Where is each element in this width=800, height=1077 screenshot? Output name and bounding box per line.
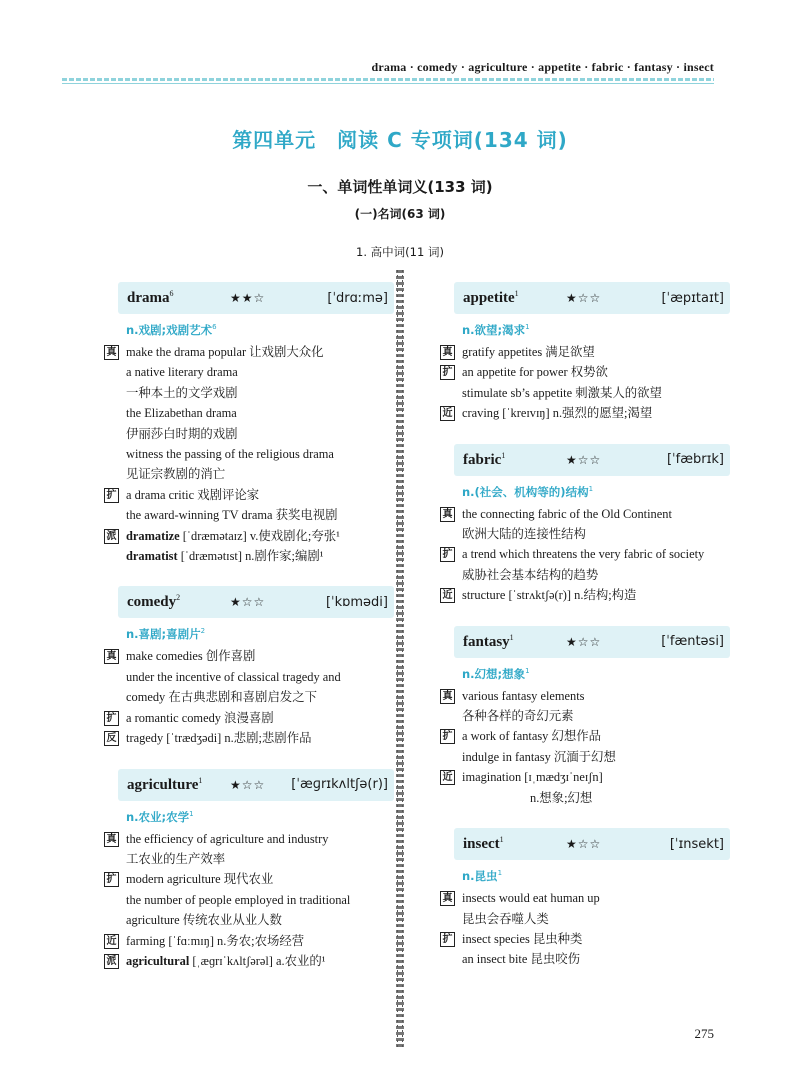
tag-label: 扩 <box>440 729 455 744</box>
example-text: agriculture 传统农业从业人数 <box>126 913 282 928</box>
sense: n.昆虫$^1$ <box>462 869 503 884</box>
word-box-appetite <box>454 282 730 314</box>
example-line <box>440 888 730 908</box>
example-line <box>440 504 730 524</box>
example-line <box>440 726 730 746</box>
sense: n.欲望;渴求$^1$ <box>462 323 530 337</box>
example-text: 伊丽莎白时期的戏剧 <box>126 426 238 441</box>
entry-drama <box>104 282 394 566</box>
example-text: 一种本土的文学戏剧 <box>126 385 238 400</box>
example-line <box>104 505 394 525</box>
tag-label: 真 <box>440 689 455 704</box>
derived-word: dramatize <box>126 528 180 543</box>
example-text: indulge in fantasy 沉湎于幻想 <box>462 749 616 764</box>
headword-frequency: 1 <box>198 775 203 785</box>
example-text: the number of people employed in traditional <box>126 892 351 907</box>
sense: n.农业;农学$^1$ <box>126 809 194 824</box>
star-rating: ★☆☆ <box>566 634 602 649</box>
tag-label: 真 <box>440 345 455 360</box>
example-text: 见证宗教剧的消亡 <box>126 467 226 482</box>
example-text: farming [ˈfɑːmɪŋ] n.务农;农场经营 <box>126 933 305 948</box>
sense-frequency: 1 <box>525 323 530 332</box>
example-line <box>104 849 394 869</box>
tag-label: 真 <box>440 507 455 522</box>
sense: n.幻想;想象$^1$ <box>462 666 530 681</box>
headword: insect$^1$ <box>463 835 504 853</box>
example-text: dramatist [ˈdræmətɪst] n.剧作家;编剧¹ <box>126 549 324 564</box>
headword-frequency: 1 <box>509 632 514 642</box>
tag-label: 反 <box>104 731 119 746</box>
example-line <box>440 403 730 423</box>
phonetic: [ˈfæntəsi] <box>661 634 724 650</box>
tag-label: 真 <box>440 891 455 906</box>
example-line <box>104 444 394 464</box>
running-head: drama · comedy · agriculture · appetite · fabric · fantasy · insect <box>371 60 714 74</box>
example-text: 工农业的生产效率 <box>126 851 226 866</box>
phonetic: [ˈæpɪtaɪt] <box>661 290 724 306</box>
example-text: a drama critic 戏剧评论家 <box>126 487 260 502</box>
example-line <box>440 544 730 564</box>
example-text: 昆虫会吞噬人类 <box>462 911 549 926</box>
example-text: gratify appetites 满足欲望 <box>462 345 595 359</box>
example-text: the award-winning TV drama 获奖电视剧 <box>126 508 338 523</box>
tag-label: 扩 <box>104 488 119 503</box>
example-line <box>104 890 394 910</box>
tag-label: 派 <box>104 529 119 544</box>
entry-agriculture <box>104 769 394 972</box>
tag-label: 扩 <box>440 932 455 947</box>
right-column <box>440 282 730 990</box>
headword-frequency: 1 <box>501 450 506 460</box>
sense-frequency: 1 <box>525 666 530 675</box>
word-box-agriculture <box>118 769 394 801</box>
sense-frequency: 1 <box>497 869 503 878</box>
example-text: comedy 在古典悲剧和喜剧启发之下 <box>126 690 318 705</box>
phonetic: [ˈfæbrɪk] <box>666 452 724 468</box>
example-line <box>104 687 394 707</box>
example-line <box>440 565 730 585</box>
star-rating: ★☆☆ <box>230 777 266 792</box>
tag-label: 近 <box>104 934 119 949</box>
example-line <box>104 951 394 971</box>
example-text: witness the passing of the religious drama <box>126 447 334 462</box>
star-rating: ★☆☆ <box>566 291 602 305</box>
example-line <box>104 546 394 566</box>
headword: fabric$^1$ <box>463 450 506 468</box>
headword: comedy$^2$ <box>127 593 181 611</box>
tag-label: 扩 <box>440 547 455 562</box>
example-line <box>104 931 394 951</box>
tag-label: 扩 <box>104 711 119 726</box>
example-text: an insect bite 昆虫咬伤 <box>462 952 581 967</box>
headword: appetite$^1$ <box>463 289 519 306</box>
example-line <box>440 747 730 767</box>
entry-fabric <box>440 444 730 606</box>
headword: fantasy$^1$ <box>463 632 514 650</box>
tag-label: 近 <box>440 770 455 785</box>
derived-word: agricultural <box>126 953 190 968</box>
example-text: a work of fantasy 幻想作品 <box>462 729 602 744</box>
sense: n.戏剧;戏剧艺术$^6$ <box>126 323 217 337</box>
example-text: n.想象;幻想 <box>530 790 593 805</box>
example-text: the efficiency of agriculture and industry <box>126 831 329 846</box>
sub-sub-title: 1. 高中词(11 词) <box>356 245 444 259</box>
example-line <box>440 524 730 544</box>
tag-label: 扩 <box>440 365 455 380</box>
example-line <box>440 585 730 605</box>
example-text: structure [ˈstrʌktʃə(r)] n.结构;构造 <box>462 588 637 603</box>
example-line <box>440 706 730 726</box>
header-rule-line <box>62 83 714 84</box>
example-text: 各种各样的奇幻元素 <box>462 709 574 724</box>
example-text: the connecting fabric of the Old Continent <box>462 506 672 521</box>
example-line <box>440 383 730 403</box>
example-text: insects would eat human up <box>462 891 600 906</box>
example-line <box>440 362 730 382</box>
sense-frequency: 1 <box>588 484 594 493</box>
star-rating: ★☆☆ <box>566 452 602 467</box>
example-line <box>104 829 394 849</box>
tag-label: 真 <box>104 649 119 664</box>
example-text: modern agriculture 现代农业 <box>126 872 274 887</box>
example-line <box>104 362 394 382</box>
example-line <box>440 767 730 787</box>
example-line <box>104 342 394 362</box>
example-text: make the drama popular 让戏剧大众化 <box>126 345 324 359</box>
phonetic: [ˈæɡrɪkʌltʃə(r)] <box>291 777 388 792</box>
example-text: a native literary drama <box>126 365 238 380</box>
example-line <box>104 424 394 444</box>
sense: n.(社会、机构等的)结构$^1$ <box>462 484 594 499</box>
example-line <box>440 342 730 362</box>
example-text: agricultural [ˌæɡrɪˈkʌltʃərəl] a.农业的¹ <box>126 953 326 968</box>
example-line <box>104 869 394 889</box>
headword-frequency: 2 <box>176 593 181 603</box>
example-text: make comedies 创作喜剧 <box>126 649 256 664</box>
example-text: a trend which threatens the very fabric of society <box>462 547 705 562</box>
example-text: an appetite for power 权势欲 <box>462 365 608 380</box>
example-text: dramatize [ˈdræmətaɪz] v.使戏剧化;夸张¹ <box>126 528 340 543</box>
tag-label: 派 <box>104 954 119 969</box>
sense: n.喜剧;喜剧片$^2$ <box>126 627 206 642</box>
derived-word: dramatist <box>126 549 178 564</box>
star-rating: ★☆☆ <box>566 837 602 852</box>
example-line <box>104 646 394 666</box>
word-box-fabric <box>454 444 730 476</box>
sense-frequency: 2 <box>200 627 206 636</box>
entry-comedy <box>104 586 394 748</box>
headword: agriculture$^1$ <box>127 775 203 793</box>
example-line <box>104 526 394 546</box>
sense-frequency: 6 <box>212 323 217 332</box>
example-line <box>104 728 394 748</box>
example-line <box>104 708 394 728</box>
example-text: the Elizabethan drama <box>126 406 237 421</box>
headword: drama$^6$ <box>127 289 174 306</box>
phonetic: [ˈɪnsekt] <box>669 836 724 852</box>
example-text: imagination [ɪˌmædʒɪˈneɪʃn] <box>462 770 603 785</box>
entry-fantasy <box>440 626 730 808</box>
example-line <box>440 686 730 706</box>
entry-insect <box>440 828 730 970</box>
example-text: under the incentive of classical tragedy and <box>126 669 341 684</box>
example-text: craving [ˈkreɪvɪŋ] n.强烈的愿望;渴望 <box>462 406 653 421</box>
example-text: 欧洲大陆的连接性结构 <box>462 527 586 542</box>
sense-frequency: 1 <box>189 809 194 818</box>
column-divider <box>396 270 404 1050</box>
example-line <box>440 929 730 949</box>
word-box-insect <box>454 828 730 860</box>
example-line <box>104 910 394 930</box>
section-title: 一、单词性单词义(133 词) <box>307 178 493 196</box>
phonetic: [ˈkɒmədi] <box>325 594 388 610</box>
header-rule <box>62 78 714 81</box>
example-line <box>104 403 394 423</box>
example-text: stimulate sb’s appetite 刺激某人的欲望 <box>462 385 662 400</box>
example-text: 威胁社会基本结构的趋势 <box>462 567 599 582</box>
tag-label: 近 <box>440 406 455 421</box>
word-box-drama <box>118 282 394 314</box>
star-rating: ★☆☆ <box>230 595 266 610</box>
example-text: various fantasy elements <box>462 688 585 703</box>
example-line <box>104 464 394 484</box>
tag-label: 扩 <box>104 872 119 887</box>
tag-label: 真 <box>104 345 119 360</box>
star-rating: ★★☆ <box>230 291 266 305</box>
tag-label: 近 <box>440 588 455 603</box>
tag-label: 真 <box>104 832 119 847</box>
page-number: 275 <box>694 1026 714 1041</box>
sub-title: (一)名词(63 词) <box>354 207 446 221</box>
example-text: tragedy [ˈtrædʒədi] n.悲剧;悲剧作品 <box>126 731 312 746</box>
entry-appetite <box>440 282 730 424</box>
headword-frequency: 6 <box>169 289 174 298</box>
example-line <box>104 485 394 505</box>
example-text: a romantic comedy 浪漫喜剧 <box>126 710 274 725</box>
left-column <box>104 282 394 991</box>
example-line <box>104 383 394 403</box>
word-box-comedy <box>118 586 394 618</box>
example-line <box>440 949 730 969</box>
headword-frequency: 1 <box>514 289 519 298</box>
example-line <box>440 909 730 929</box>
example-line <box>104 667 394 687</box>
word-box-fantasy <box>454 626 730 658</box>
unit-title: 第四单元 阅读 C 专项词(134 词) <box>232 128 568 152</box>
phonetic: [ˈdrɑːmə] <box>327 290 388 306</box>
headword-frequency: 1 <box>499 835 504 845</box>
example-line <box>440 788 730 808</box>
example-text: insect species 昆虫种类 <box>462 931 583 946</box>
